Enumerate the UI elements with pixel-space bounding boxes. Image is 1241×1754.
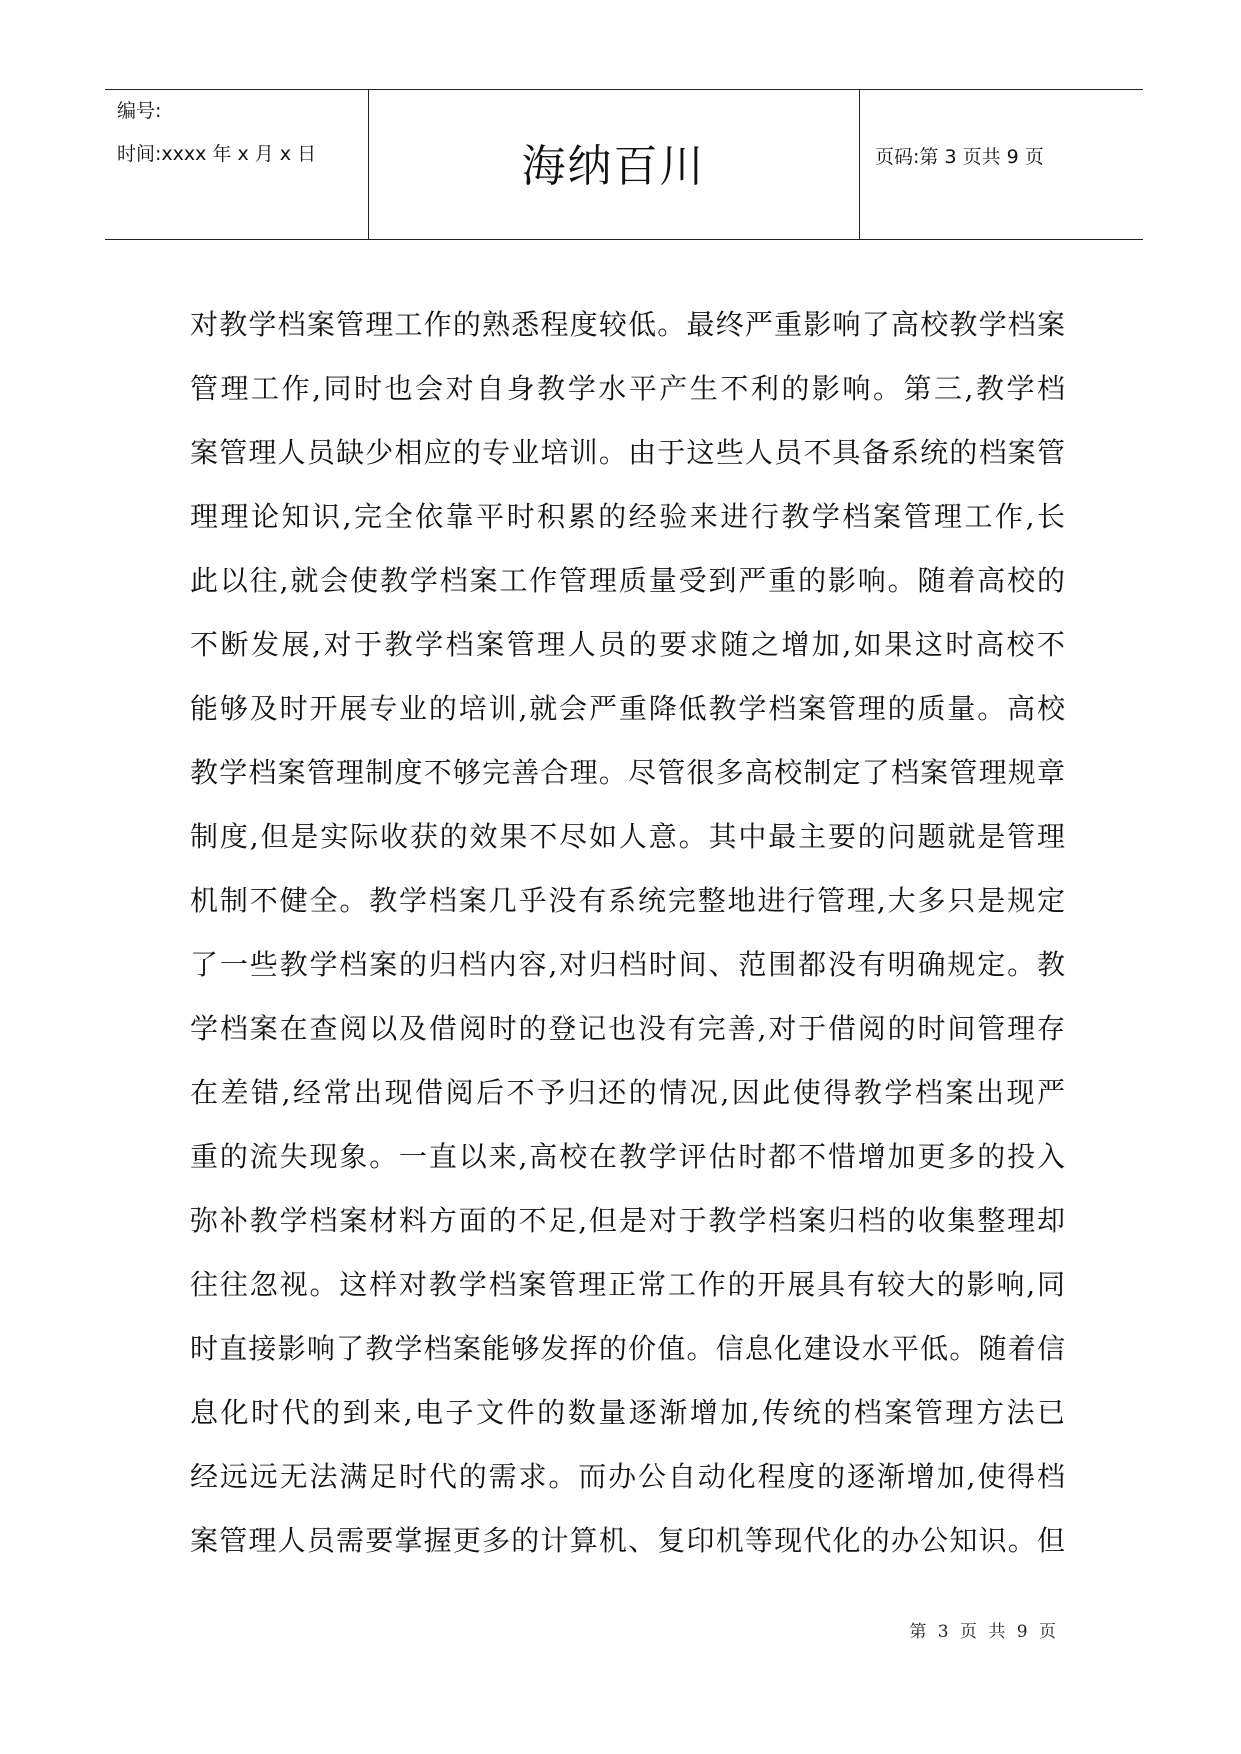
body-line: 学档案在查阅以及借阅时的登记也没有完善,对于借阅的时间管理存 xyxy=(190,1012,1065,1045)
header-page-indicator: 页码:第 3 页共 9 页 xyxy=(875,146,1044,168)
body-line: 能够及时开展专业的培训,就会严重降低教学档案管理的质量。高校 xyxy=(190,692,1065,725)
header-divider-right xyxy=(859,90,860,239)
document-title: 海纳百川 xyxy=(521,141,706,192)
body-line: 制度,但是实际收获的效果不尽如人意。其中最主要的问题就是管理 xyxy=(190,820,1065,853)
body-line: 案管理人员需要掌握更多的计算机、复印机等现代化的办公知识。但 xyxy=(190,1524,1065,1557)
document-time-label: 时间:xxxx 年 x 月 x 日 xyxy=(117,143,317,165)
body-line: 往往忽视。这样对教学档案管理正常工作的开展具有较大的影响,同 xyxy=(190,1268,1065,1301)
body-line: 重的流失现象。一直以来,高校在教学评估时都不惜增加更多的投入 xyxy=(190,1140,1065,1173)
body-line: 在差错,经常出现借阅后不予归还的情况,因此使得教学档案出现严 xyxy=(190,1076,1065,1109)
body-line: 机制不健全。教学档案几乎没有系统完整地进行管理,大多只是规定 xyxy=(190,884,1065,917)
body-line: 经远远无法满足时代的需求。而办公自动化程度的逐渐增加,使得档 xyxy=(190,1460,1065,1493)
body-line: 此以往,就会使教学档案工作管理质量受到严重的影响。随着高校的 xyxy=(190,564,1065,597)
body-line: 对教学档案管理工作的熟悉程度较低。最终严重影响了高校教学档案 xyxy=(190,308,1065,341)
body-line: 理理论知识,完全依靠平时积累的经验来进行教学档案管理工作,长 xyxy=(190,500,1065,533)
body-line: 管理工作,同时也会对自身教学水平产生不利的影响。第三,教学档 xyxy=(190,372,1065,405)
document-number-label: 编号: xyxy=(117,100,162,122)
body-line: 不断发展,对于教学档案管理人员的要求随之增加,如果这时高校不 xyxy=(190,628,1065,661)
body-line: 了一些教学档案的归档内容,对归档时间、范围都没有明确规定。教 xyxy=(190,948,1065,981)
body-line: 案管理人员缺少相应的专业培训。由于这些人员不具备系统的档案管 xyxy=(190,436,1065,469)
document-header xyxy=(105,89,1143,240)
body-line: 息化时代的到来,电子文件的数量逐渐增加,传统的档案管理方法已 xyxy=(190,1396,1065,1429)
body-line: 教学档案管理制度不够完善合理。尽管很多高校制定了档案管理规章 xyxy=(190,756,1065,789)
body-line: 弥补教学档案材料方面的不足,但是对于教学档案归档的收集整理却 xyxy=(190,1204,1065,1237)
body-paragraph xyxy=(190,293,1065,1573)
body-line: 时直接影响了教学档案能够发挥的价值。信息化建设水平低。随着信 xyxy=(190,1332,1065,1365)
footer-page-number: 第 3 页 共 9 页 xyxy=(909,1622,1059,1642)
